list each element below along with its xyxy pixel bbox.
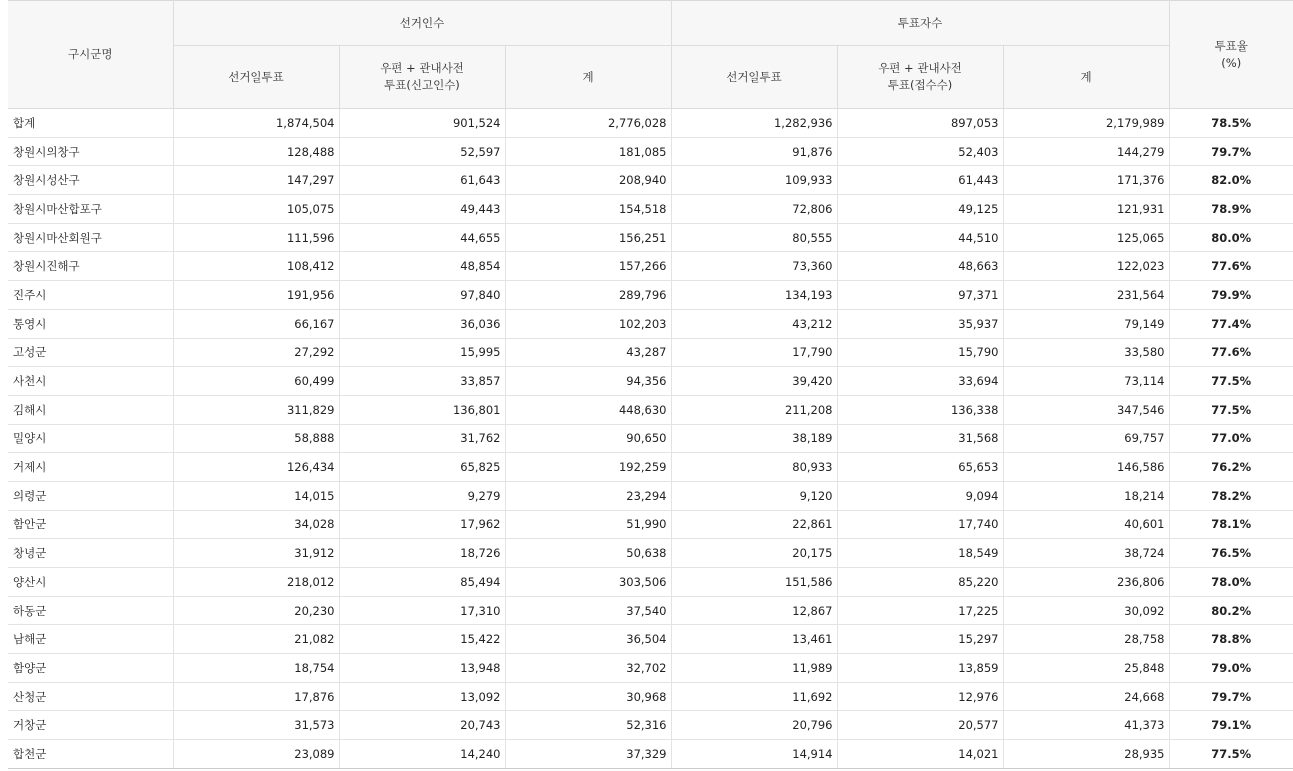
- turnout-rate-cell: 77.4%: [1169, 309, 1293, 338]
- electorate-early-cell: 33,857: [339, 367, 505, 396]
- turnout-rate-cell: 80.2%: [1169, 596, 1293, 625]
- turnout-rate-cell: 78.8%: [1169, 625, 1293, 654]
- turnout-rate-cell: 79.0%: [1169, 654, 1293, 683]
- table-row: [8, 109, 1293, 138]
- voters-early-cell: 61,443: [837, 166, 1003, 195]
- turnout-rate-cell: 82.0%: [1169, 166, 1293, 195]
- electorate-early-cell: 14,240: [339, 740, 505, 769]
- electorate-election-day-cell: 58,888: [173, 424, 339, 453]
- electorate-total-cell: 156,251: [505, 223, 671, 252]
- electorate-group-header: 선거인수: [173, 1, 671, 46]
- voters-election-day-cell: 72,806: [671, 195, 837, 224]
- voters-total-cell: 69,757: [1003, 424, 1169, 453]
- region-name-cell: 산청군: [8, 682, 173, 711]
- electorate-total-cell: 23,294: [505, 481, 671, 510]
- voters-total-cell: 73,114: [1003, 367, 1169, 396]
- electorate-early-cell: 61,643: [339, 166, 505, 195]
- electorate-total-header: 계: [505, 46, 671, 109]
- region-name-cell: 진주시: [8, 281, 173, 310]
- turnout-rate-cell: 80.0%: [1169, 223, 1293, 252]
- voters-early-header-line1: 우편 + 관내사전: [878, 61, 962, 75]
- voters-total-cell: 28,935: [1003, 740, 1169, 769]
- electorate-total-cell: 50,638: [505, 539, 671, 568]
- region-name-cell: 양산시: [8, 568, 173, 597]
- region-name-cell: 거창군: [8, 711, 173, 740]
- voters-election-day-cell: 134,193: [671, 281, 837, 310]
- voters-early-header-line2: 투표(접수수): [887, 78, 953, 92]
- region-name-cell: 남해군: [8, 625, 173, 654]
- electorate-election-day-cell: 105,075: [173, 195, 339, 224]
- voters-total-cell: 33,580: [1003, 338, 1169, 367]
- table-row: [8, 195, 1293, 224]
- voters-early-cell: 17,225: [837, 596, 1003, 625]
- voters-total-cell: 231,564: [1003, 281, 1169, 310]
- voters-election-day-cell: 38,189: [671, 424, 837, 453]
- electorate-early-cell: 20,743: [339, 711, 505, 740]
- electorate-total-cell: 208,940: [505, 166, 671, 195]
- electorate-election-day-cell: 108,412: [173, 252, 339, 281]
- electorate-early-cell: 31,762: [339, 424, 505, 453]
- electorate-early-cell: 18,726: [339, 539, 505, 568]
- voters-early-cell: 65,653: [837, 453, 1003, 482]
- voters-election-day-cell: 91,876: [671, 137, 837, 166]
- electorate-election-day-cell: 27,292: [173, 338, 339, 367]
- table-body: [8, 109, 1293, 769]
- voters-total-cell: 79,149: [1003, 309, 1169, 338]
- turnout-rate-cell: 78.5%: [1169, 109, 1293, 138]
- table-row: [8, 338, 1293, 367]
- region-name-cell: 거제시: [8, 453, 173, 482]
- voters-total-cell: 28,758: [1003, 625, 1169, 654]
- voters-total-cell: 25,848: [1003, 654, 1169, 683]
- electorate-election-day-cell: 128,488: [173, 137, 339, 166]
- table-row: [8, 510, 1293, 539]
- voters-election-day-cell: 1,282,936: [671, 109, 837, 138]
- electorate-election-day-cell: 34,028: [173, 510, 339, 539]
- electorate-election-day-cell: 17,876: [173, 682, 339, 711]
- voters-early-cell: 85,220: [837, 568, 1003, 597]
- voters-early-cell: 52,403: [837, 137, 1003, 166]
- voters-election-day-cell: 151,586: [671, 568, 837, 597]
- table-row: [8, 166, 1293, 195]
- electorate-total-cell: 448,630: [505, 395, 671, 424]
- table-row: [8, 424, 1293, 453]
- electorate-early-cell: 97,840: [339, 281, 505, 310]
- voters-early-cell: 31,568: [837, 424, 1003, 453]
- voters-election-day-cell: 17,790: [671, 338, 837, 367]
- electorate-early-cell: 13,092: [339, 682, 505, 711]
- turnout-table-container: [8, 0, 1293, 769]
- voters-early-cell: 35,937: [837, 309, 1003, 338]
- electorate-early-cell: 36,036: [339, 309, 505, 338]
- voters-total-cell: 347,546: [1003, 395, 1169, 424]
- voters-total-cell: 121,931: [1003, 195, 1169, 224]
- region-name-cell: 함양군: [8, 654, 173, 683]
- electorate-total-cell: 51,990: [505, 510, 671, 539]
- electorate-total-cell: 192,259: [505, 453, 671, 482]
- voters-total-cell: 41,373: [1003, 711, 1169, 740]
- electorate-election-day-cell: 218,012: [173, 568, 339, 597]
- region-name-cell: 통영시: [8, 309, 173, 338]
- region-name-cell: 밀양시: [8, 424, 173, 453]
- voters-early-cell: 20,577: [837, 711, 1003, 740]
- voters-total-cell: 2,179,989: [1003, 109, 1169, 138]
- electorate-early-cell: 13,948: [339, 654, 505, 683]
- turnout-rate-cell: 78.1%: [1169, 510, 1293, 539]
- electorate-election-day-cell: 191,956: [173, 281, 339, 310]
- turnout-table: [8, 0, 1293, 769]
- table-row: [8, 252, 1293, 281]
- turnout-rate-cell: 78.0%: [1169, 568, 1293, 597]
- electorate-early-cell: 52,597: [339, 137, 505, 166]
- electorate-election-day-cell: 23,089: [173, 740, 339, 769]
- voters-total-cell: 146,586: [1003, 453, 1169, 482]
- table-row: [8, 137, 1293, 166]
- table-row: [8, 711, 1293, 740]
- region-name-cell: 창원시성산구: [8, 166, 173, 195]
- electorate-total-cell: 2,776,028: [505, 109, 671, 138]
- electorate-election-day-cell: 311,829: [173, 395, 339, 424]
- voters-total-cell: 125,065: [1003, 223, 1169, 252]
- voters-election-day-cell: 9,120: [671, 481, 837, 510]
- electorate-early-cell: 49,443: [339, 195, 505, 224]
- region-name-cell: 김해시: [8, 395, 173, 424]
- electorate-election-day-header: 선거일투표: [173, 46, 339, 109]
- turnout-rate-unit: (%): [1221, 55, 1242, 70]
- electorate-election-day-cell: 147,297: [173, 166, 339, 195]
- turnout-rate-cell: 77.5%: [1169, 395, 1293, 424]
- electorate-early-header: [339, 46, 505, 109]
- turnout-rate-cell: 76.5%: [1169, 539, 1293, 568]
- electorate-total-cell: 43,287: [505, 338, 671, 367]
- voters-early-cell: 897,053: [837, 109, 1003, 138]
- electorate-total-cell: 181,085: [505, 137, 671, 166]
- turnout-rate-cell: 77.6%: [1169, 338, 1293, 367]
- electorate-total-cell: 289,796: [505, 281, 671, 310]
- turnout-rate-cell: 76.2%: [1169, 453, 1293, 482]
- electorate-total-cell: 102,203: [505, 309, 671, 338]
- electorate-election-day-cell: 1,874,504: [173, 109, 339, 138]
- voters-election-day-cell: 13,461: [671, 625, 837, 654]
- voters-total-cell: 144,279: [1003, 137, 1169, 166]
- voters-early-cell: 136,338: [837, 395, 1003, 424]
- electorate-early-header-line1: 우편 + 관내사전: [380, 61, 464, 75]
- electorate-election-day-cell: 18,754: [173, 654, 339, 683]
- voters-early-cell: 18,549: [837, 539, 1003, 568]
- electorate-total-cell: 303,506: [505, 568, 671, 597]
- voters-election-day-cell: 73,360: [671, 252, 837, 281]
- voters-total-cell: 122,023: [1003, 252, 1169, 281]
- electorate-election-day-cell: 31,573: [173, 711, 339, 740]
- electorate-election-day-cell: 111,596: [173, 223, 339, 252]
- table-row: [8, 596, 1293, 625]
- region-name-cell: 사천시: [8, 367, 173, 396]
- voters-election-day-cell: 80,933: [671, 453, 837, 482]
- voters-early-cell: 49,125: [837, 195, 1003, 224]
- region-name-cell: 창원시의창구: [8, 137, 173, 166]
- table-row: [8, 740, 1293, 769]
- region-name-cell: 고성군: [8, 338, 173, 367]
- turnout-rate-cell: 77.5%: [1169, 367, 1293, 396]
- turnout-rate-cell: 77.0%: [1169, 424, 1293, 453]
- table-row: [8, 481, 1293, 510]
- region-name-cell: 의령군: [8, 481, 173, 510]
- table-row: [8, 453, 1293, 482]
- electorate-early-cell: 17,310: [339, 596, 505, 625]
- electorate-total-cell: 157,266: [505, 252, 671, 281]
- electorate-election-day-cell: 31,912: [173, 539, 339, 568]
- voters-total-header: 계: [1003, 46, 1169, 109]
- voters-election-day-cell: 39,420: [671, 367, 837, 396]
- region-name-cell: 창녕군: [8, 539, 173, 568]
- electorate-total-cell: 32,702: [505, 654, 671, 683]
- turnout-rate-label: 투표율: [1214, 38, 1248, 53]
- electorate-early-cell: 44,655: [339, 223, 505, 252]
- electorate-early-cell: 9,279: [339, 481, 505, 510]
- voters-total-cell: 40,601: [1003, 510, 1169, 539]
- voters-early-cell: 33,694: [837, 367, 1003, 396]
- table-row: [8, 223, 1293, 252]
- voters-total-cell: 24,668: [1003, 682, 1169, 711]
- voters-early-cell: 12,976: [837, 682, 1003, 711]
- electorate-total-cell: 37,329: [505, 740, 671, 769]
- voters-early-cell: 15,297: [837, 625, 1003, 654]
- voters-total-cell: 236,806: [1003, 568, 1169, 597]
- table-row: [8, 367, 1293, 396]
- region-name-cell: 하동군: [8, 596, 173, 625]
- electorate-total-cell: 36,504: [505, 625, 671, 654]
- turnout-rate-cell: 79.1%: [1169, 711, 1293, 740]
- region-name-cell: 창원시마산회원구: [8, 223, 173, 252]
- table-row: [8, 625, 1293, 654]
- voters-group-header: 투표자수: [671, 1, 1169, 46]
- voters-election-day-cell: 211,208: [671, 395, 837, 424]
- table-row: [8, 281, 1293, 310]
- electorate-early-cell: 15,422: [339, 625, 505, 654]
- voters-election-day-header: 선거일투표: [671, 46, 837, 109]
- turnout-rate-cell: 79.9%: [1169, 281, 1293, 310]
- voters-election-day-cell: 11,989: [671, 654, 837, 683]
- turnout-rate-cell: 78.9%: [1169, 195, 1293, 224]
- table-row: [8, 568, 1293, 597]
- voters-total-cell: 18,214: [1003, 481, 1169, 510]
- region-name-cell: 창원시진해구: [8, 252, 173, 281]
- region-name-cell: 함안군: [8, 510, 173, 539]
- electorate-election-day-cell: 60,499: [173, 367, 339, 396]
- table-row: [8, 654, 1293, 683]
- electorate-election-day-cell: 126,434: [173, 453, 339, 482]
- voters-early-cell: 17,740: [837, 510, 1003, 539]
- voters-early-cell: 48,663: [837, 252, 1003, 281]
- voters-total-cell: 38,724: [1003, 539, 1169, 568]
- voters-election-day-cell: 20,175: [671, 539, 837, 568]
- electorate-total-cell: 94,356: [505, 367, 671, 396]
- voters-election-day-cell: 109,933: [671, 166, 837, 195]
- voters-election-day-cell: 11,692: [671, 682, 837, 711]
- turnout-rate-cell: 78.2%: [1169, 481, 1293, 510]
- electorate-total-cell: 30,968: [505, 682, 671, 711]
- voters-early-cell: 14,021: [837, 740, 1003, 769]
- voters-election-day-cell: 22,861: [671, 510, 837, 539]
- electorate-early-cell: 901,524: [339, 109, 505, 138]
- voters-early-header: [837, 46, 1003, 109]
- electorate-election-day-cell: 21,082: [173, 625, 339, 654]
- turnout-rate-header: [1169, 1, 1293, 109]
- voters-early-cell: 9,094: [837, 481, 1003, 510]
- region-name-cell: 창원시마산합포구: [8, 195, 173, 224]
- electorate-early-header-line2: 투표(신고인수): [384, 78, 460, 92]
- electorate-early-cell: 17,962: [339, 510, 505, 539]
- electorate-early-cell: 15,995: [339, 338, 505, 367]
- region-name-cell: 합천군: [8, 740, 173, 769]
- electorate-total-cell: 52,316: [505, 711, 671, 740]
- region-header: 구시군명: [8, 1, 173, 109]
- electorate-election-day-cell: 14,015: [173, 481, 339, 510]
- region-name-cell: 합계: [8, 109, 173, 138]
- table-header: [8, 1, 1293, 109]
- voters-early-cell: 97,371: [837, 281, 1003, 310]
- voters-election-day-cell: 14,914: [671, 740, 837, 769]
- voters-election-day-cell: 12,867: [671, 596, 837, 625]
- voters-early-cell: 13,859: [837, 654, 1003, 683]
- turnout-rate-cell: 77.5%: [1169, 740, 1293, 769]
- electorate-election-day-cell: 66,167: [173, 309, 339, 338]
- table-row: [8, 395, 1293, 424]
- voters-early-cell: 15,790: [837, 338, 1003, 367]
- electorate-total-cell: 154,518: [505, 195, 671, 224]
- electorate-total-cell: 37,540: [505, 596, 671, 625]
- turnout-rate-cell: 77.6%: [1169, 252, 1293, 281]
- electorate-early-cell: 85,494: [339, 568, 505, 597]
- electorate-early-cell: 136,801: [339, 395, 505, 424]
- electorate-early-cell: 48,854: [339, 252, 505, 281]
- electorate-election-day-cell: 20,230: [173, 596, 339, 625]
- electorate-total-cell: 90,650: [505, 424, 671, 453]
- electorate-early-cell: 65,825: [339, 453, 505, 482]
- voters-total-cell: 171,376: [1003, 166, 1169, 195]
- turnout-rate-cell: 79.7%: [1169, 137, 1293, 166]
- table-row: [8, 309, 1293, 338]
- voters-total-cell: 30,092: [1003, 596, 1169, 625]
- table-row: [8, 682, 1293, 711]
- voters-election-day-cell: 80,555: [671, 223, 837, 252]
- voters-election-day-cell: 43,212: [671, 309, 837, 338]
- voters-election-day-cell: 20,796: [671, 711, 837, 740]
- voters-early-cell: 44,510: [837, 223, 1003, 252]
- table-row: [8, 539, 1293, 568]
- turnout-rate-cell: 79.7%: [1169, 682, 1293, 711]
